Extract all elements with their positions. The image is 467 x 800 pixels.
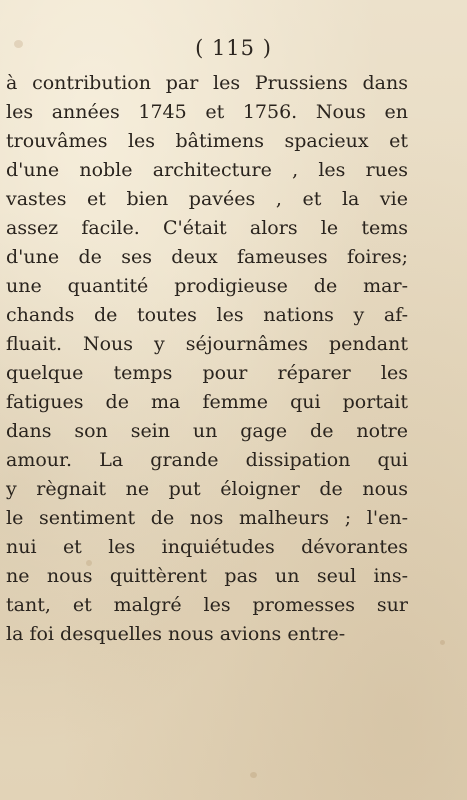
text-line: chands de toutes les nations y af- [6,304,408,326]
text-line: le sentiment de nos malheurs ; l'en- [6,507,408,529]
text-line: une quantité prodigieuse de mar- [6,275,408,297]
foxing-spot [440,640,445,645]
text-line: nui et les inquiétudes dévorantes [6,536,408,558]
text-line: la foi desquelles nous avions entre- [6,623,346,645]
text-line: à contribution par les Prussiens dans [6,72,408,94]
text-line: les années 1745 et 1756. Nous en [6,101,408,123]
text-line: tant, et malgré les promesses sur [6,594,408,616]
text-line: fluait. Nous y séjournâmes pendant [6,333,408,355]
text-line: ne nous quittèrent pas un seul ins- [6,565,408,587]
text-line: dans son sein un gage de notre [6,420,408,442]
text-line: trouvâmes les bâtimens spacieux et [6,130,408,152]
text-line: vastes et bien pavées , et la vie [6,188,408,210]
text-line: assez facile. C'était alors le tems [6,217,408,239]
text-line: fatigues de ma femme qui portait [6,391,408,413]
foxing-spot [250,772,257,778]
text-line: quelque temps pour réparer les [6,362,408,384]
text-line: amour. La grande dissipation qui [6,449,408,471]
text-line: y règnait ne put éloigner de nous [6,478,408,500]
text-line: d'une de ses deux fameuses foires; [6,246,408,268]
text-line: d'une noble architecture , les rues [6,159,408,181]
page-number-header: ( 115 ) [195,36,272,60]
